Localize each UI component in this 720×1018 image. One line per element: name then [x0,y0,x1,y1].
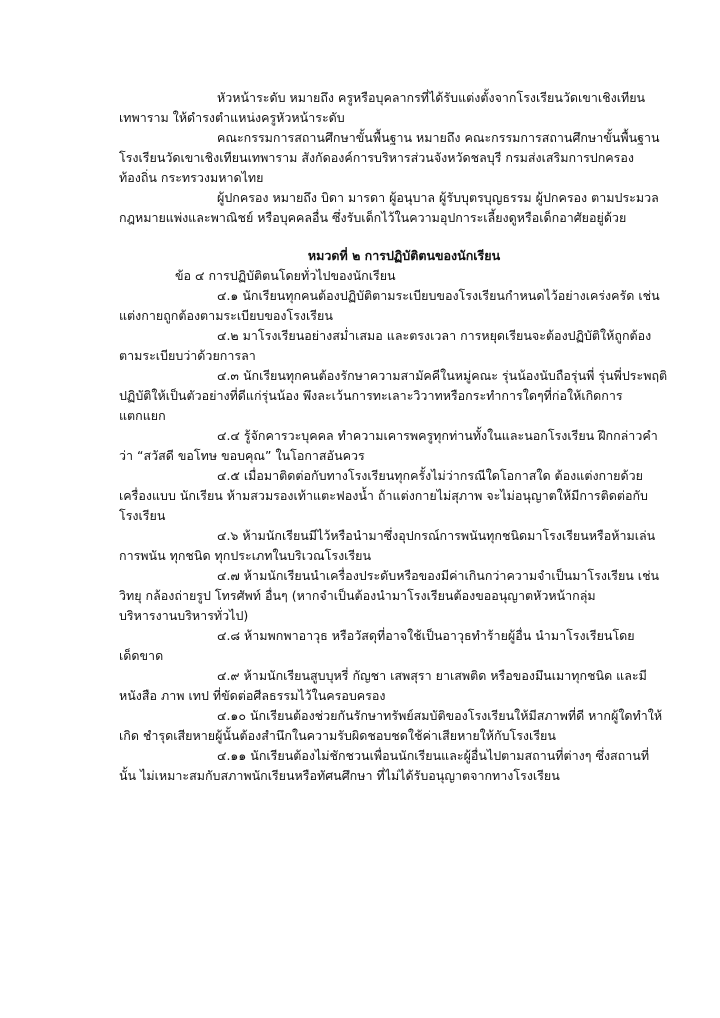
item-line: ๔.๕ เมื่อมาติดต่อกับทางโรงเรียนทุกครั้งไม่ว่ากรณีใดโอกาสใด ต้องแต่งกายด้วย [217,468,643,483]
item-line: ๔.๗ ห้ามนักเรียนนำเครื่องประดับหรือของมีค่าเกินกว่าความจำเป็นมาโรงเรียน เช่น [217,568,660,583]
item-line: ๔.๘ ห้ามพกพาอาวุธ หรือวัสดุที่อาจใช้เป็นอาวุธทำร้ายผู้อื่น นำมาโรงเรียนโดย [217,628,635,643]
item-line: ๔.๑ นักเรียนทุกคนต้องปฏิบัติตามระเบียบของโรงเรียนกำหนดไว้อย่างเคร่งครัด เช่น [217,288,660,303]
item-4-6 [119,526,656,566]
item-4-8 [119,626,639,666]
item-line: นั้น ไม่เหมาะสมกับสภาพนักเรียนหรือทัศนศึกษา ที่ไม่ได้รับอนุญาตจากทางโรงเรียน [119,768,560,783]
item-line: เด็ดขาด [119,648,164,663]
clause-title: ข้อ ๔ การปฏิบัติตนโดยทั่วไปของนักเรียน [175,268,396,283]
item-4-2 [119,326,652,366]
item-line: ว่า “สวัสดี ขอโทษ ขอบคุณ” ในโอกาสอันควร [119,448,365,463]
item-4-1 [119,286,660,326]
definition-school-board [119,128,660,188]
item-line: แต่งกายถูกต้องตามระเบียบของโรงเรียน [119,308,333,323]
item-line: หนังสือ ภาพ เทป ที่ขัดต่อศีลธรรมไว้ในครอบครอง [119,688,386,703]
definition-line: เทพาราม ให้ดำรงตำแหน่งครูหัวหน้าระดับ [119,110,345,125]
item-line: เกิด ชำรุดเสียหายผู้นั้นต้องสำนึกในความรับผิดชอบชดใช้ค่าเสียหายให้กับโรงเรียน [119,728,556,743]
item-line: การพนัน ทุกชนิด ทุกประเภทในบริเวณโรงเรียน [119,548,372,563]
section-heading: หมวดที่ ๒ การปฏิบัติตนของนักเรียน [307,248,501,263]
item-line: ๔.๓ นักเรียนทุกคนต้องรักษาความสามัคคีในหมู่คณะ รุ่นน้องนับถือรุ่นพี่ รุ่นพี่ประพฤติ [217,368,668,383]
item-4-9 [119,666,647,706]
item-line: ๔.๖ ห้ามนักเรียนมีไว้หรือนำมาซึ่งอุปกรณ์การพนันทุกชนิดมาโรงเรียนหรือห้ามเล่น [217,528,656,543]
item-line: บริหารงานบริหารทั่วไป) [119,608,249,623]
definition-head-of-level [119,88,646,128]
item-line: แตกแยก [119,408,166,423]
clause-4 [119,266,639,286]
item-4-3 [119,366,668,426]
item-line: เครื่องแบบ นักเรียน ห้ามสวมรองเท้าแตะฟองน้ำ ถ้าแต่งกายไม่สุภาพ จะไม่อนุญาตให้มีการติดต่อกับ [119,488,648,503]
definition-line: กฎหมายแพ่งและพาณิชย์ หรือบุคคลอื่น ซึ่งรับเด็กไว้ในความอุปการะเลี้ยงดูหรือเด็กอาศัยอยู่ด้วย [119,210,627,225]
item-line: ๔.๑๑ นักเรียนต้องไม่ชักชวนเพื่อนนักเรียนและผู้อื่นไปตามสถานที่ต่างๆ ซึ่งสถานที่ [217,748,650,763]
definition-guardian [119,188,659,228]
definition-line: โรงเรียนวัดเขาเชิงเทียนเทพาราม สังกัดองค์การบริหารส่วนจังหวัดชลบุรี กรมส่งเสริมการปกครอง [119,150,634,165]
definition-line: ท้องถิ่น กระทรวงมหาดไทย [119,170,264,185]
item-4-4 [119,426,658,466]
item-line: ๔.๒ มาโรงเรียนอย่างสม่ำเสมอ และตรงเวลา การหยุดเรียนจะต้องปฏิบัติให้ถูกต้อง [217,328,652,343]
item-4-10 [119,706,663,746]
spacer [0,228,720,246]
item-line: ตามระเบียบว่าด้วยการลา [119,348,256,363]
item-line: โรงเรียน [119,508,166,523]
item-4-5 [119,466,648,526]
item-line: ๔.๙ ห้ามนักเรียนสูบบุหรี่ กัญชา เสพสุรา ยาเสพติด หรือของมึนเมาทุกชนิด และมี [217,668,647,683]
item-line: ๔.๔ รู้จักคารวะบุคคล ทำความเคารพครูทุกท่านทั้งในและนอกโรงเรียน ฝึกกล่าวคำ [217,428,658,443]
item-line: ปฏิบัติให้เป็นตัวอย่างที่ดีแก่รุ่นน้อง พึงละเว้นการทะเลาะวิวาทหรือกระทำการใดๆที่ก่อให้เกิดการ [119,388,623,403]
item-line: ๔.๑๐ นักเรียนต้องช่วยกันรักษาทรัพย์สมบัติของโรงเรียนให้มีสภาพที่ดี หากผู้ใดทำให้ [217,708,663,723]
definition-line: หัวหน้าระดับ หมายถึง ครูหรือบุคลากรที่ได้รับแต่งตั้งจากโรงเรียนวัดเขาเชิงเทียน [217,90,646,105]
definition-line: ผู้ปกครอง หมายถึง บิดา มารดา ผู้อนุบาล ผู้รับบุตรบุญธรรม ผู้ปกครอง ตามประมวล [217,190,659,205]
item-4-7 [119,566,660,626]
item-4-11 [119,746,650,786]
definition-line: คณะกรรมการสถานศึกษาขั้นพื้นฐาน หมายถึง คณะกรรมการสถานศึกษาขั้นพื้นฐาน [217,130,660,145]
item-line: วิทยุ กล้องถ่ายรูป โทรศัพท์ อื่นๆ (หากจำเป็นต้องนำมาโรงเรียนต้องขออนุญาตหัวหน้ากลุ่ม [119,588,596,603]
